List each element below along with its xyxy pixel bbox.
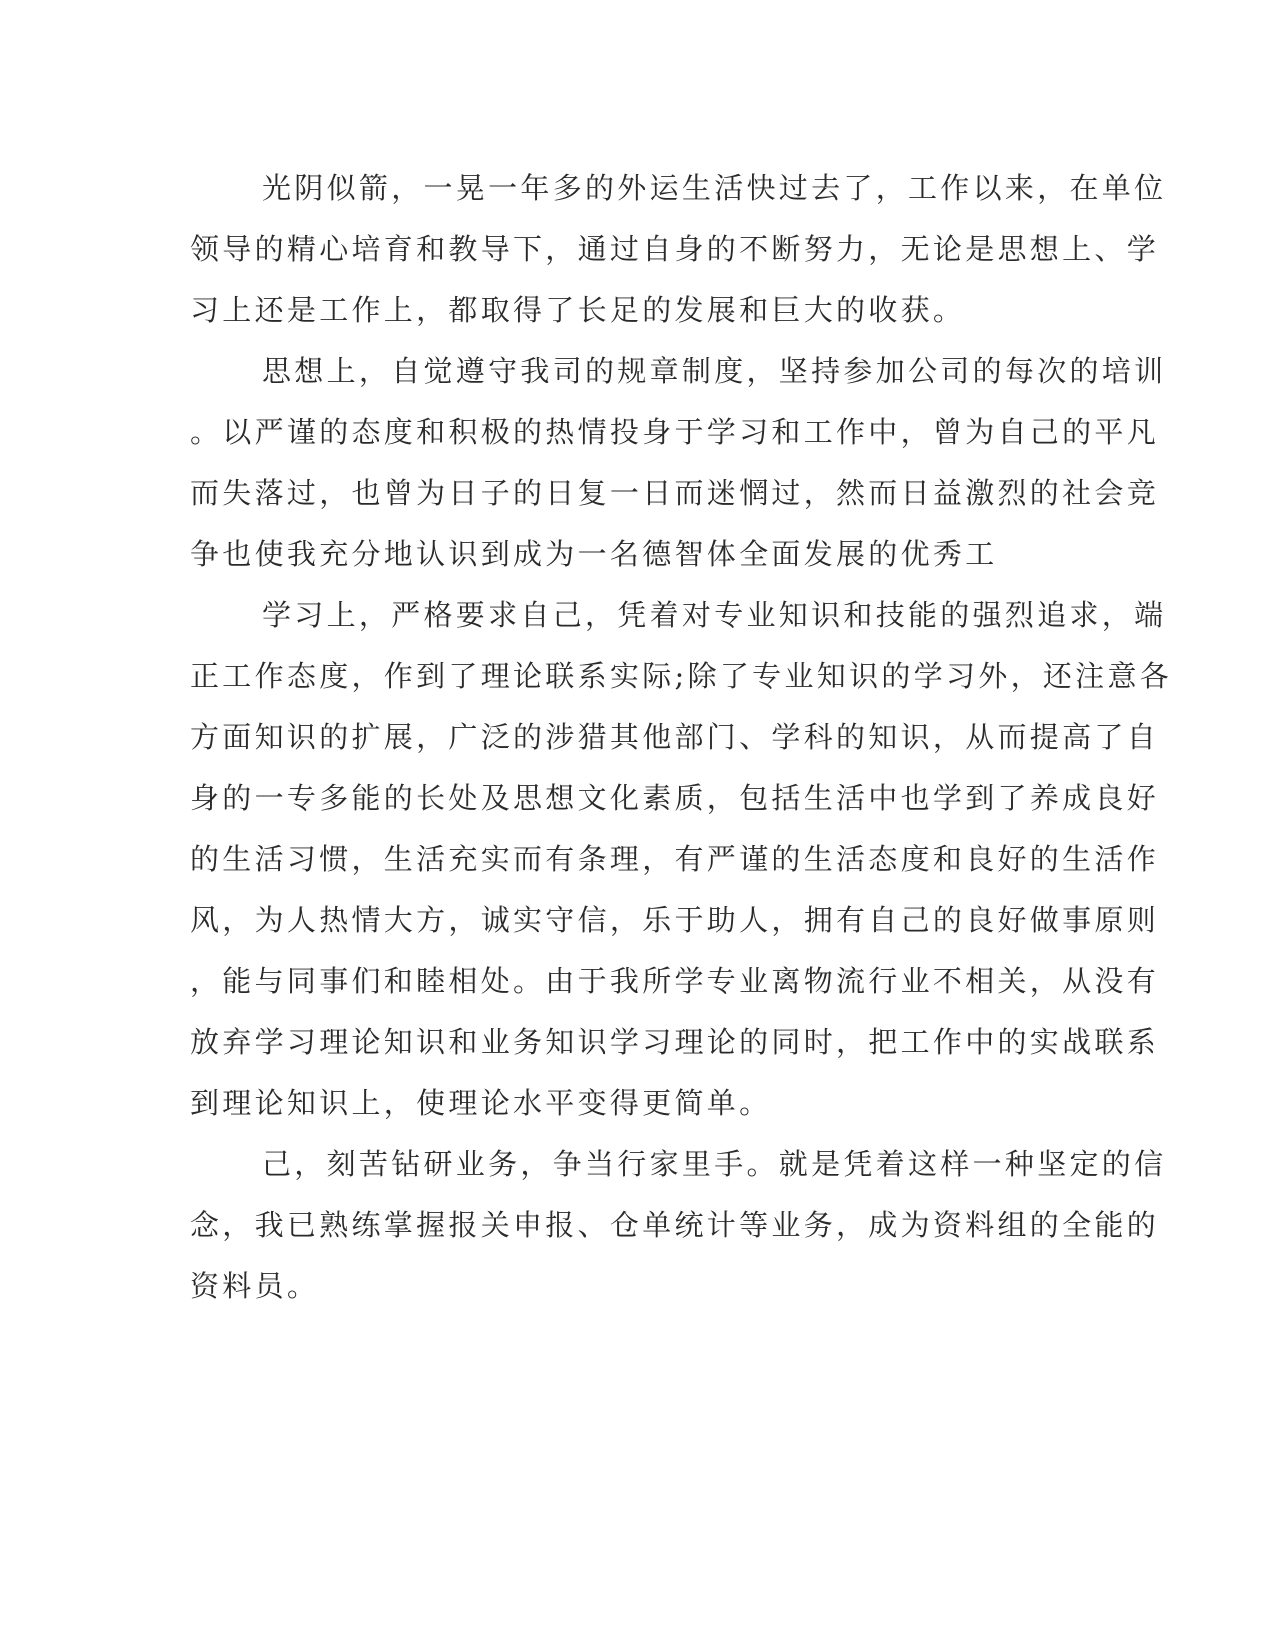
text-line: 习上还是工作上，都取得了长足的发展和巨大的收获。: [190, 293, 966, 327]
text-line: ，能与同事们和睦相处。由于我所学专业离物流行业不相关，从没有: [190, 964, 1160, 998]
paragraph-study: [190, 585, 1173, 1134]
text-line: 领导的精心培育和教导下，通过自身的不断努力，无论是思想上、学: [190, 232, 1160, 266]
text-line: 身的一专多能的长处及思想文化素质，包括生活中也学到了养成良好: [190, 781, 1160, 815]
text-line: 学习上，严格要求自己，凭着对专业知识和技能的强烈追求，端: [262, 598, 1167, 632]
text-line: 方面知识的扩展，广泛的涉猎其他部门、学科的知识，从而提高了自: [190, 720, 1160, 754]
paragraph-intro: [190, 158, 1167, 341]
text-line: 的生活习惯，生活充实而有条理，有严谨的生活态度和良好的生活作: [190, 842, 1160, 876]
paragraph-thought: [190, 341, 1167, 585]
text-line: 放弃学习理论知识和业务知识学习理论的同时，把工作中的实战联系: [190, 1025, 1160, 1059]
text-line: 思想上，自觉遵守我司的规章制度，坚持参加公司的每次的培训: [262, 354, 1167, 388]
text-line: 到理论知识上，使理论水平变得更简单。: [190, 1086, 772, 1120]
text-line: 而失落过，也曾为日子的日复一日而迷惘过，然而日益激烈的社会竞: [190, 476, 1160, 510]
text-line: 争也使我充分地认识到成为一名德智体全面发展的优秀工: [190, 537, 998, 571]
text-line: 光阴似箭，一晃一年多的外运生活快过去了，工作以来，在单位: [262, 171, 1167, 205]
text-line: 正工作态度，作到了理论联系实际;除了专业知识的学习外，还注意各: [190, 659, 1173, 693]
text-line: 己，刻苦钻研业务，争当行家里手。就是凭着这样一种坚定的信: [262, 1147, 1167, 1181]
text-line: 。以严谨的态度和积极的热情投身于学习和工作中，曾为自己的平凡: [190, 415, 1160, 449]
text-line: 念，我已熟练掌握报关申报、仓单统计等业务，成为资料组的全能的: [190, 1208, 1160, 1242]
text-line: 风，为人热情大方，诚实守信，乐于助人，拥有自己的良好做事原则: [190, 903, 1160, 937]
document-body: [190, 158, 1173, 1317]
text-line: 资料员。: [190, 1269, 320, 1303]
paragraph-work: [190, 1134, 1167, 1317]
